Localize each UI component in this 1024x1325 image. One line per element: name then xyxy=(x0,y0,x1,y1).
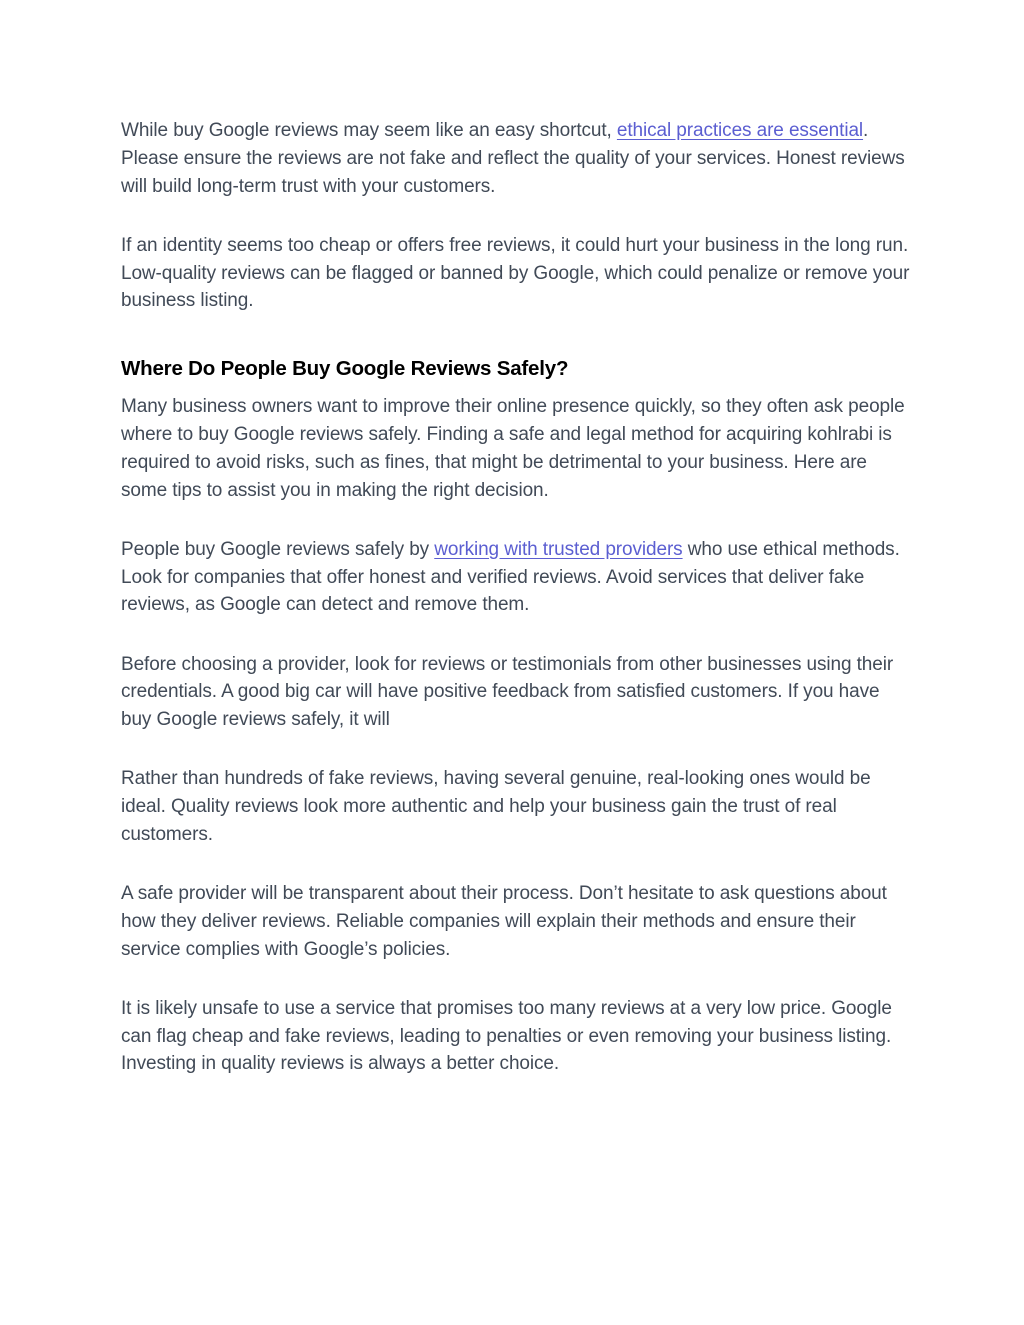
trusted-providers-link[interactable]: working with trusted providers xyxy=(434,538,683,560)
paragraph-1-text-start: While buy Google reviews may seem like an easy shortcut, xyxy=(121,120,617,141)
document-body xyxy=(121,117,911,1110)
paragraph-cheap-identity: If an identity seems too cheap or offers free reviews, it could hurt your business in the long run. Low-quality reviews can be flagged or banned by Google, which could penalize or remove your business listing. xyxy=(121,234,910,312)
paragraph-trusted-providers xyxy=(121,536,911,619)
paragraph-4-text-end: who use ethical methods. Look for companies that offer honest and verified reviews. Avoid services that deliver fake reviews, as Google can detect and remove them. xyxy=(121,538,900,616)
paragraph-choosing-provider: Before choosing a provider, look for reviews or testimonials from other businesses using their credentials. A good big car will have positive feedback from satisfied customers. If you have buy Google reviews safely, it will xyxy=(121,653,894,731)
paragraph-transparent-provider: A safe provider will be transparent about their process. Don’t hesitate to ask questions about how they deliver reviews. Reliable companies will explain their methods and ensure their service complies with Google’s policies. xyxy=(121,883,887,960)
paragraph-business-owners: Many business owners want to improve their online presence quickly, so they often ask people where to buy Google reviews safely. Finding a safe and legal method for acquiring kohlrabi is required to avoid risks, such as fines, that might be detrimental to your business. Here are some tips to assist you in making the right decision. xyxy=(121,396,905,501)
paragraph-ethical-practices xyxy=(121,117,911,200)
paragraph-4-text-start: People buy Google reviews safely by xyxy=(121,538,435,560)
ethical-practices-link[interactable]: ethical practices are essential xyxy=(616,120,864,141)
section-heading: Where Do People Buy Google Reviews Safely? xyxy=(121,357,569,381)
paragraph-genuine-reviews: Rather than hundreds of fake reviews, having several genuine, real-looking ones would be ideal. Quality reviews look more authentic and help your business gain the trust of real customers. xyxy=(121,768,871,845)
paragraph-unsafe-service: It is likely unsafe to use a service that promises too many reviews at a very low price. Google can flag cheap and fake reviews, leading to penalties or even removing your business listing. Investing in quality reviews is always a better choice. xyxy=(121,997,892,1075)
paragraph-1-text-end: . Please ensure the reviews are not fake and reflect the quality of your services. Honest reviews will build long-term trust with your customers. xyxy=(121,120,905,197)
